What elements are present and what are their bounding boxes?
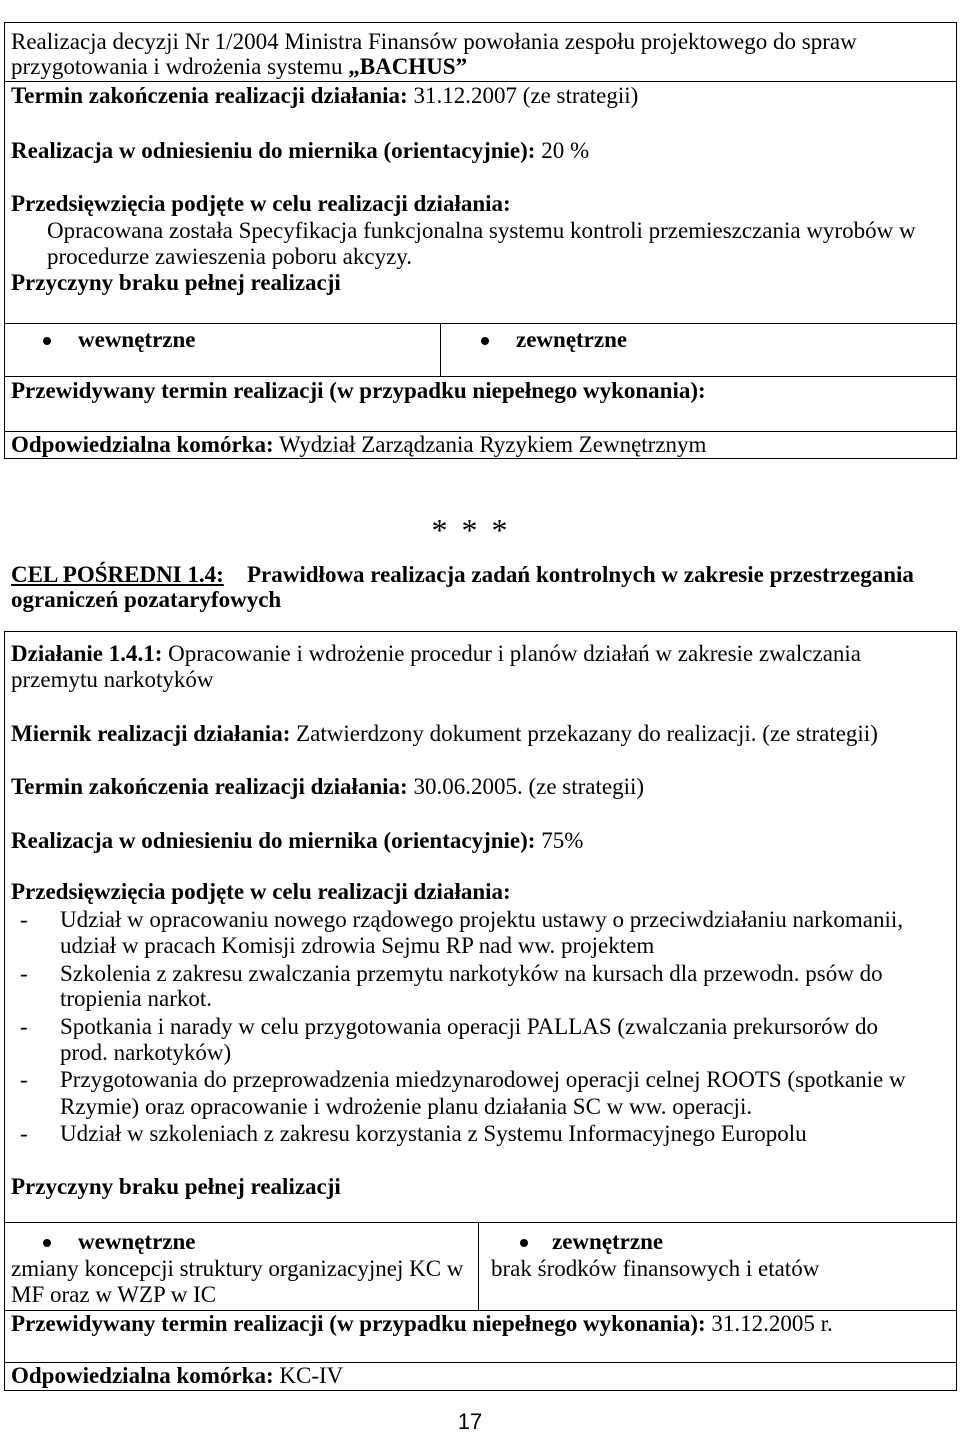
progress-value: 75%	[541, 828, 584, 853]
list-item: udział w pracach Komisji zdrowia Sejmu RP nad ww. projektem	[60, 933, 655, 958]
responsible-label: Odpowiedzialna komórka:	[11, 1363, 274, 1388]
action-text: Opracowanie i wdrożenie procedur i planów działań w zakresie zwalczania	[168, 641, 862, 666]
list-item: prod. narkotyków)	[60, 1040, 232, 1065]
actions-text-line: Opracowana została Specyfikacja funkcjonalna systemu kontroli przemieszczania wyrobów w	[47, 218, 916, 243]
reasons-external-label: zewnętrzne	[516, 327, 628, 352]
goal-title-line: ograniczeń pozataryfowych	[11, 587, 282, 612]
expected-deadline-row	[11, 1311, 833, 1337]
actions-text-line: procedurze zawieszenia poboru akcyzy.	[47, 244, 413, 269]
goal-code: CEL POŚREDNI 1.4:	[11, 562, 224, 587]
bullet-icon	[481, 337, 489, 345]
action-row	[11, 641, 861, 667]
goal-title-line: Prawidłowa realizacja zadań kontrolnych w zakresie przestrzegania	[247, 562, 914, 587]
list-item-marker: -	[20, 1067, 28, 1092]
progress-row	[11, 828, 583, 854]
intro-line: Realizacja decyzji Nr 1/2004 Ministra Finansów powołania zespołu projektowego do spraw	[11, 29, 857, 54]
actions-label: Przedsięwzięcia podjęte w celu realizacji działania:	[11, 879, 511, 904]
responsible-row	[11, 432, 706, 458]
system-name: „BACHUS”	[348, 54, 468, 79]
list-item: tropienia narkot.	[60, 986, 213, 1011]
reasons-external-label: zewnętrzne	[552, 1229, 664, 1254]
responsible-label: Odpowiedzialna komórka:	[11, 432, 274, 457]
table-2-column-divider	[478, 1222, 479, 1310]
list-item: Udział w opracowaniu nowego rządowego projektu ustawy o przeciwdziałaniu narkomanii,	[60, 907, 904, 932]
deadline-label: Termin zakończenia realizacji działania:	[11, 774, 408, 799]
reasons-external-text: brak środków finansowych i etatów	[491, 1256, 820, 1281]
measure-value: Zatwierdzony dokument przekazany do realizacji. (ze strategii)	[296, 721, 878, 746]
progress-value: 20 %	[541, 138, 590, 163]
list-item: Rzymie) oraz opracowanie i wdrożenie planu działania SC w ww. operacji.	[60, 1094, 753, 1119]
reasons-internal-text: zmiany koncepcji struktury organizacyjnej KC w	[11, 1256, 464, 1281]
list-item-marker: -	[20, 907, 28, 932]
list-item: Przygotowania do przeprowadzenia miedzynarodowej operacji celnej ROOTS (spotkanie w	[60, 1067, 906, 1092]
intro-line	[11, 54, 467, 80]
table-1-rule	[4, 81, 957, 82]
reasons-internal-label: wewnętrzne	[78, 1229, 196, 1254]
measure-row	[11, 721, 878, 747]
list-item-marker: -	[20, 961, 28, 986]
progress-label: Realizacja w odniesieniu do miernika (orientacyjnie):	[11, 138, 536, 163]
responsible-value: Wydział Zarządzania Ryzykiem Zewnętrznym	[278, 432, 707, 457]
table-2-rule	[4, 1222, 957, 1223]
action-label: Działanie 1.4.1:	[11, 641, 163, 666]
expected-deadline-value: 31.12.2005 r.	[711, 1311, 833, 1336]
intro-text: przygotowania i wdrożenia systemu	[11, 54, 343, 79]
responsible-value: KC-IV	[279, 1363, 344, 1388]
reasons-label: Przyczyny braku pełnej realizacji	[11, 1174, 341, 1199]
table-1-rule	[4, 376, 957, 377]
bullet-icon	[43, 337, 51, 345]
reasons-internal-label: wewnętrzne	[78, 327, 196, 352]
action-text-line: przemytu narkotyków	[11, 667, 214, 692]
deadline-value: 30.06.2005. (ze strategii)	[413, 774, 645, 799]
list-item: Szkolenia z zakresu zwalczania przemytu narkotyków na kursach dla przewodn. psów do	[60, 961, 883, 986]
bullet-icon	[520, 1239, 528, 1247]
expected-deadline-label: Przewidywany termin realizacji (w przypadku niepełnego wykonania):	[11, 378, 706, 403]
page-number: 17	[457, 1409, 483, 1434]
progress-row	[11, 138, 589, 164]
reasons-internal-text: MF oraz w WZP w IC	[11, 1282, 217, 1307]
section-separator: * * *	[431, 512, 511, 548]
actions-label: Przedsięwzięcia podjęte w celu realizacji działania:	[11, 191, 511, 216]
expected-deadline-label: Przewidywany termin realizacji (w przypadku niepełnego wykonania):	[11, 1311, 706, 1336]
table-1-rule	[4, 323, 957, 324]
deadline-row	[11, 774, 644, 800]
list-item-marker: -	[20, 1014, 28, 1039]
deadline-value: 31.12.2007 (ze strategii)	[413, 83, 639, 108]
table-1-column-divider	[440, 323, 441, 376]
measure-label: Miernik realizacji działania:	[11, 721, 291, 746]
deadline-label: Termin zakończenia realizacji działania:	[11, 83, 408, 108]
reasons-label: Przyczyny braku pełnej realizacji	[11, 270, 341, 295]
deadline-row	[11, 83, 638, 109]
list-item: Udział w szkoleniach z zakresu korzystania z Systemu Informacyjnego Europolu	[60, 1121, 807, 1146]
list-item-marker: -	[20, 1121, 28, 1146]
list-item: Spotkania i narady w celu przygotowania operacji PALLAS (zwalczania prekursorów do	[60, 1014, 878, 1039]
bullet-icon	[43, 1239, 51, 1247]
responsible-row	[11, 1363, 343, 1389]
progress-label: Realizacja w odniesieniu do miernika (orientacyjnie):	[11, 828, 536, 853]
